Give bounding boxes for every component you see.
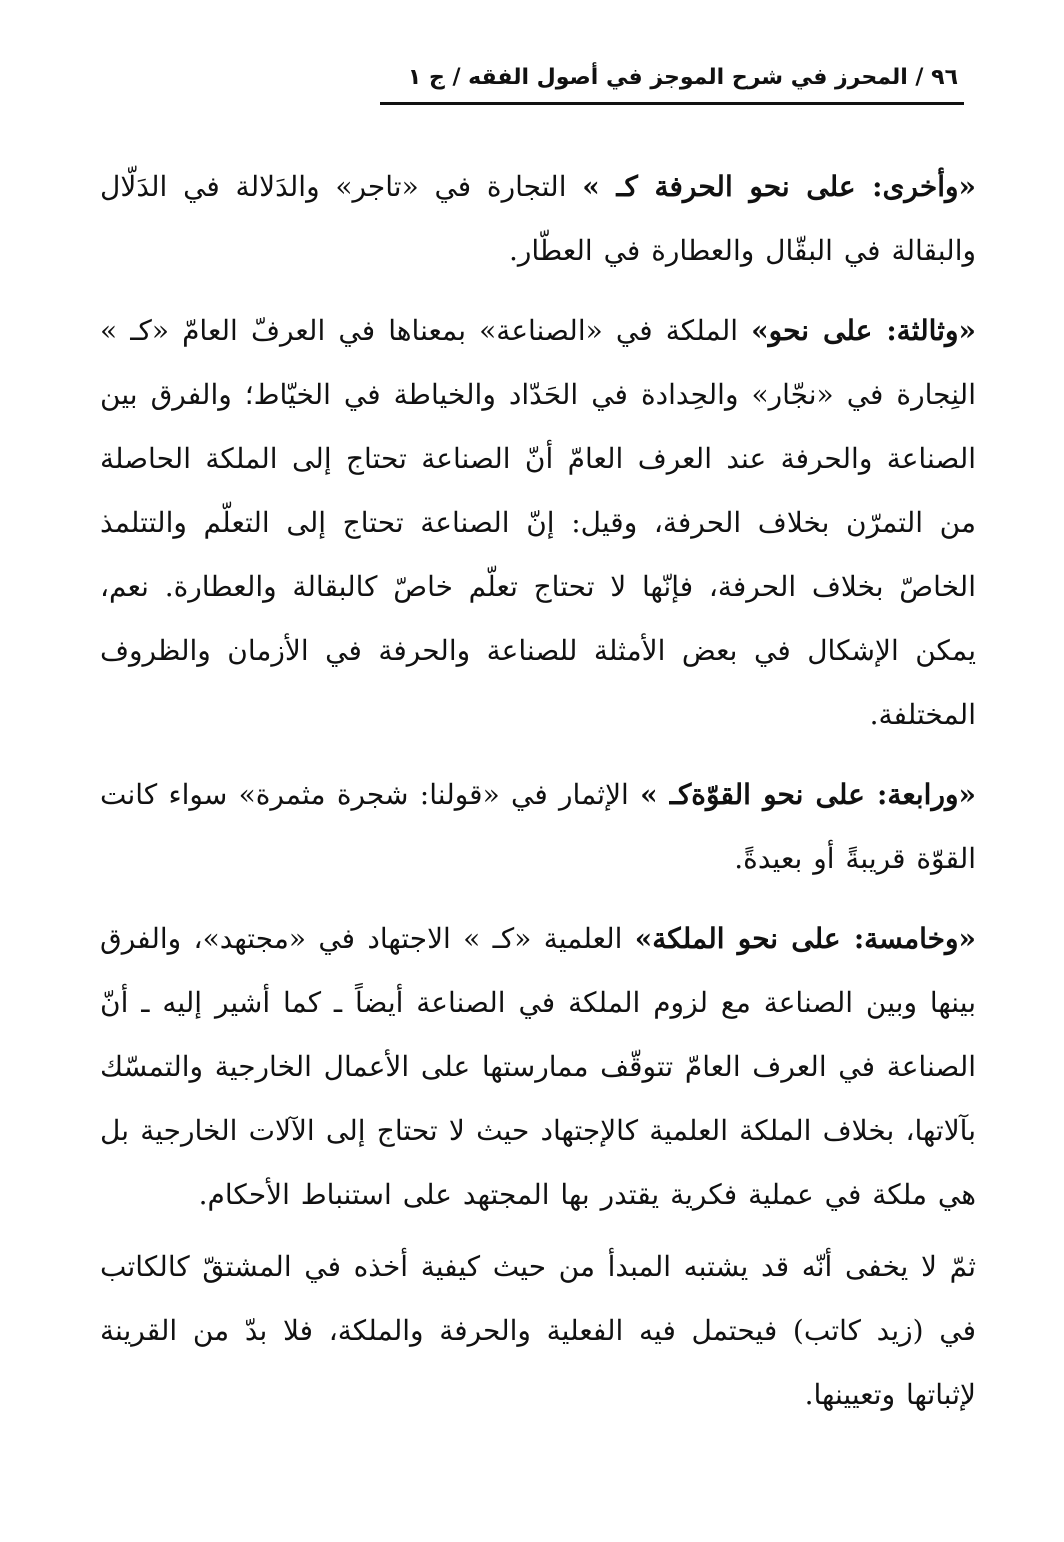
- paragraph-text: الإثمار في «قولنا: شجرة مثمرة» سواء كانت القوّة قريبةً أو بعيدةً.: [100, 778, 976, 875]
- paragraph-lead: «ورابعة: على نحو القوّةكـ »: [640, 778, 976, 811]
- paragraph-text: ثمّ لا يخفى أنّه قد يشتبه المبدأ من حيث كيفية أخذه في المشتقّ كالكاتب في (زيد كاتب) فيحتمل فيه الفعلية والحرفة والملكة، فلا بدّ من القرينة لإثباتها وتعيينها.: [100, 1250, 976, 1411]
- paragraph-text: العلمية «كـ » الاجتهاد في «مجتهد»، والفرق بينها وبين الصناعة مع لزوم الملكة في الصناعة أيضاً ـ كما أشير إليه ـ أنّ الصناعة في العرف العامّ تتوقّف ممارستها على الأعمال الخارجية والتمسّك بآلاتها، بخلاف الملكة العلمية كالإجتهاد حيث لا تحتاج إلى الآلات الخارجية بل هي ملكة في عملية فكرية يقتدر بها المجتهد على استنباط الأحكام.: [100, 922, 976, 1211]
- page-header: [84, 58, 964, 98]
- paragraph-4: [100, 907, 976, 1227]
- paragraph-lead: «وأخرى: على نحو الحرفة كـ »: [582, 170, 976, 203]
- header-rule: [380, 102, 964, 105]
- paragraph-lead: «وثالثة: على نحو»: [751, 314, 976, 347]
- paragraph-lead: «وخامسة: على نحو الملكة»: [634, 922, 976, 955]
- paragraph-3: [100, 763, 976, 891]
- running-head: ٩٦ / المحرز في شرح الموجز في أصول الفقه / ج ١: [407, 65, 958, 90]
- paragraph-5: [100, 1235, 976, 1427]
- paragraph-1: [100, 155, 976, 283]
- page-body: [100, 155, 976, 1427]
- paragraph-text: الملكة في «الصناعة» بمعناها في العرفّ العامّ «كـ » النِجارة في «نجّار» والحِدادة في الحَدّاد والخياطة في الخيّاط؛ والفرق بين الصناعة والحرفة عند العرف العامّ أنّ الصناعة تحتاج إلى الملكة الحاصلة من التمرّن بخلاف الحرفة، وقيل: إنّ الصناعة تحتاج إلى التعلّم والتتلمذ الخاصّ بخلاف الحرفة، فإنّها لا تحتاج تعلّم خاصّ كالبقالة والعطارة. نعم، يمكن الإشكال في بعض الأمثلة للصناعة والحرفة في الأزمان والظروف المختلفة.: [100, 314, 977, 731]
- paragraph-text: التجارة في «تاجر» والدَلالة في الدَلّال والبقالة في البقّال والعطارة في العطّار.: [100, 170, 976, 267]
- paragraph-2: [100, 299, 976, 747]
